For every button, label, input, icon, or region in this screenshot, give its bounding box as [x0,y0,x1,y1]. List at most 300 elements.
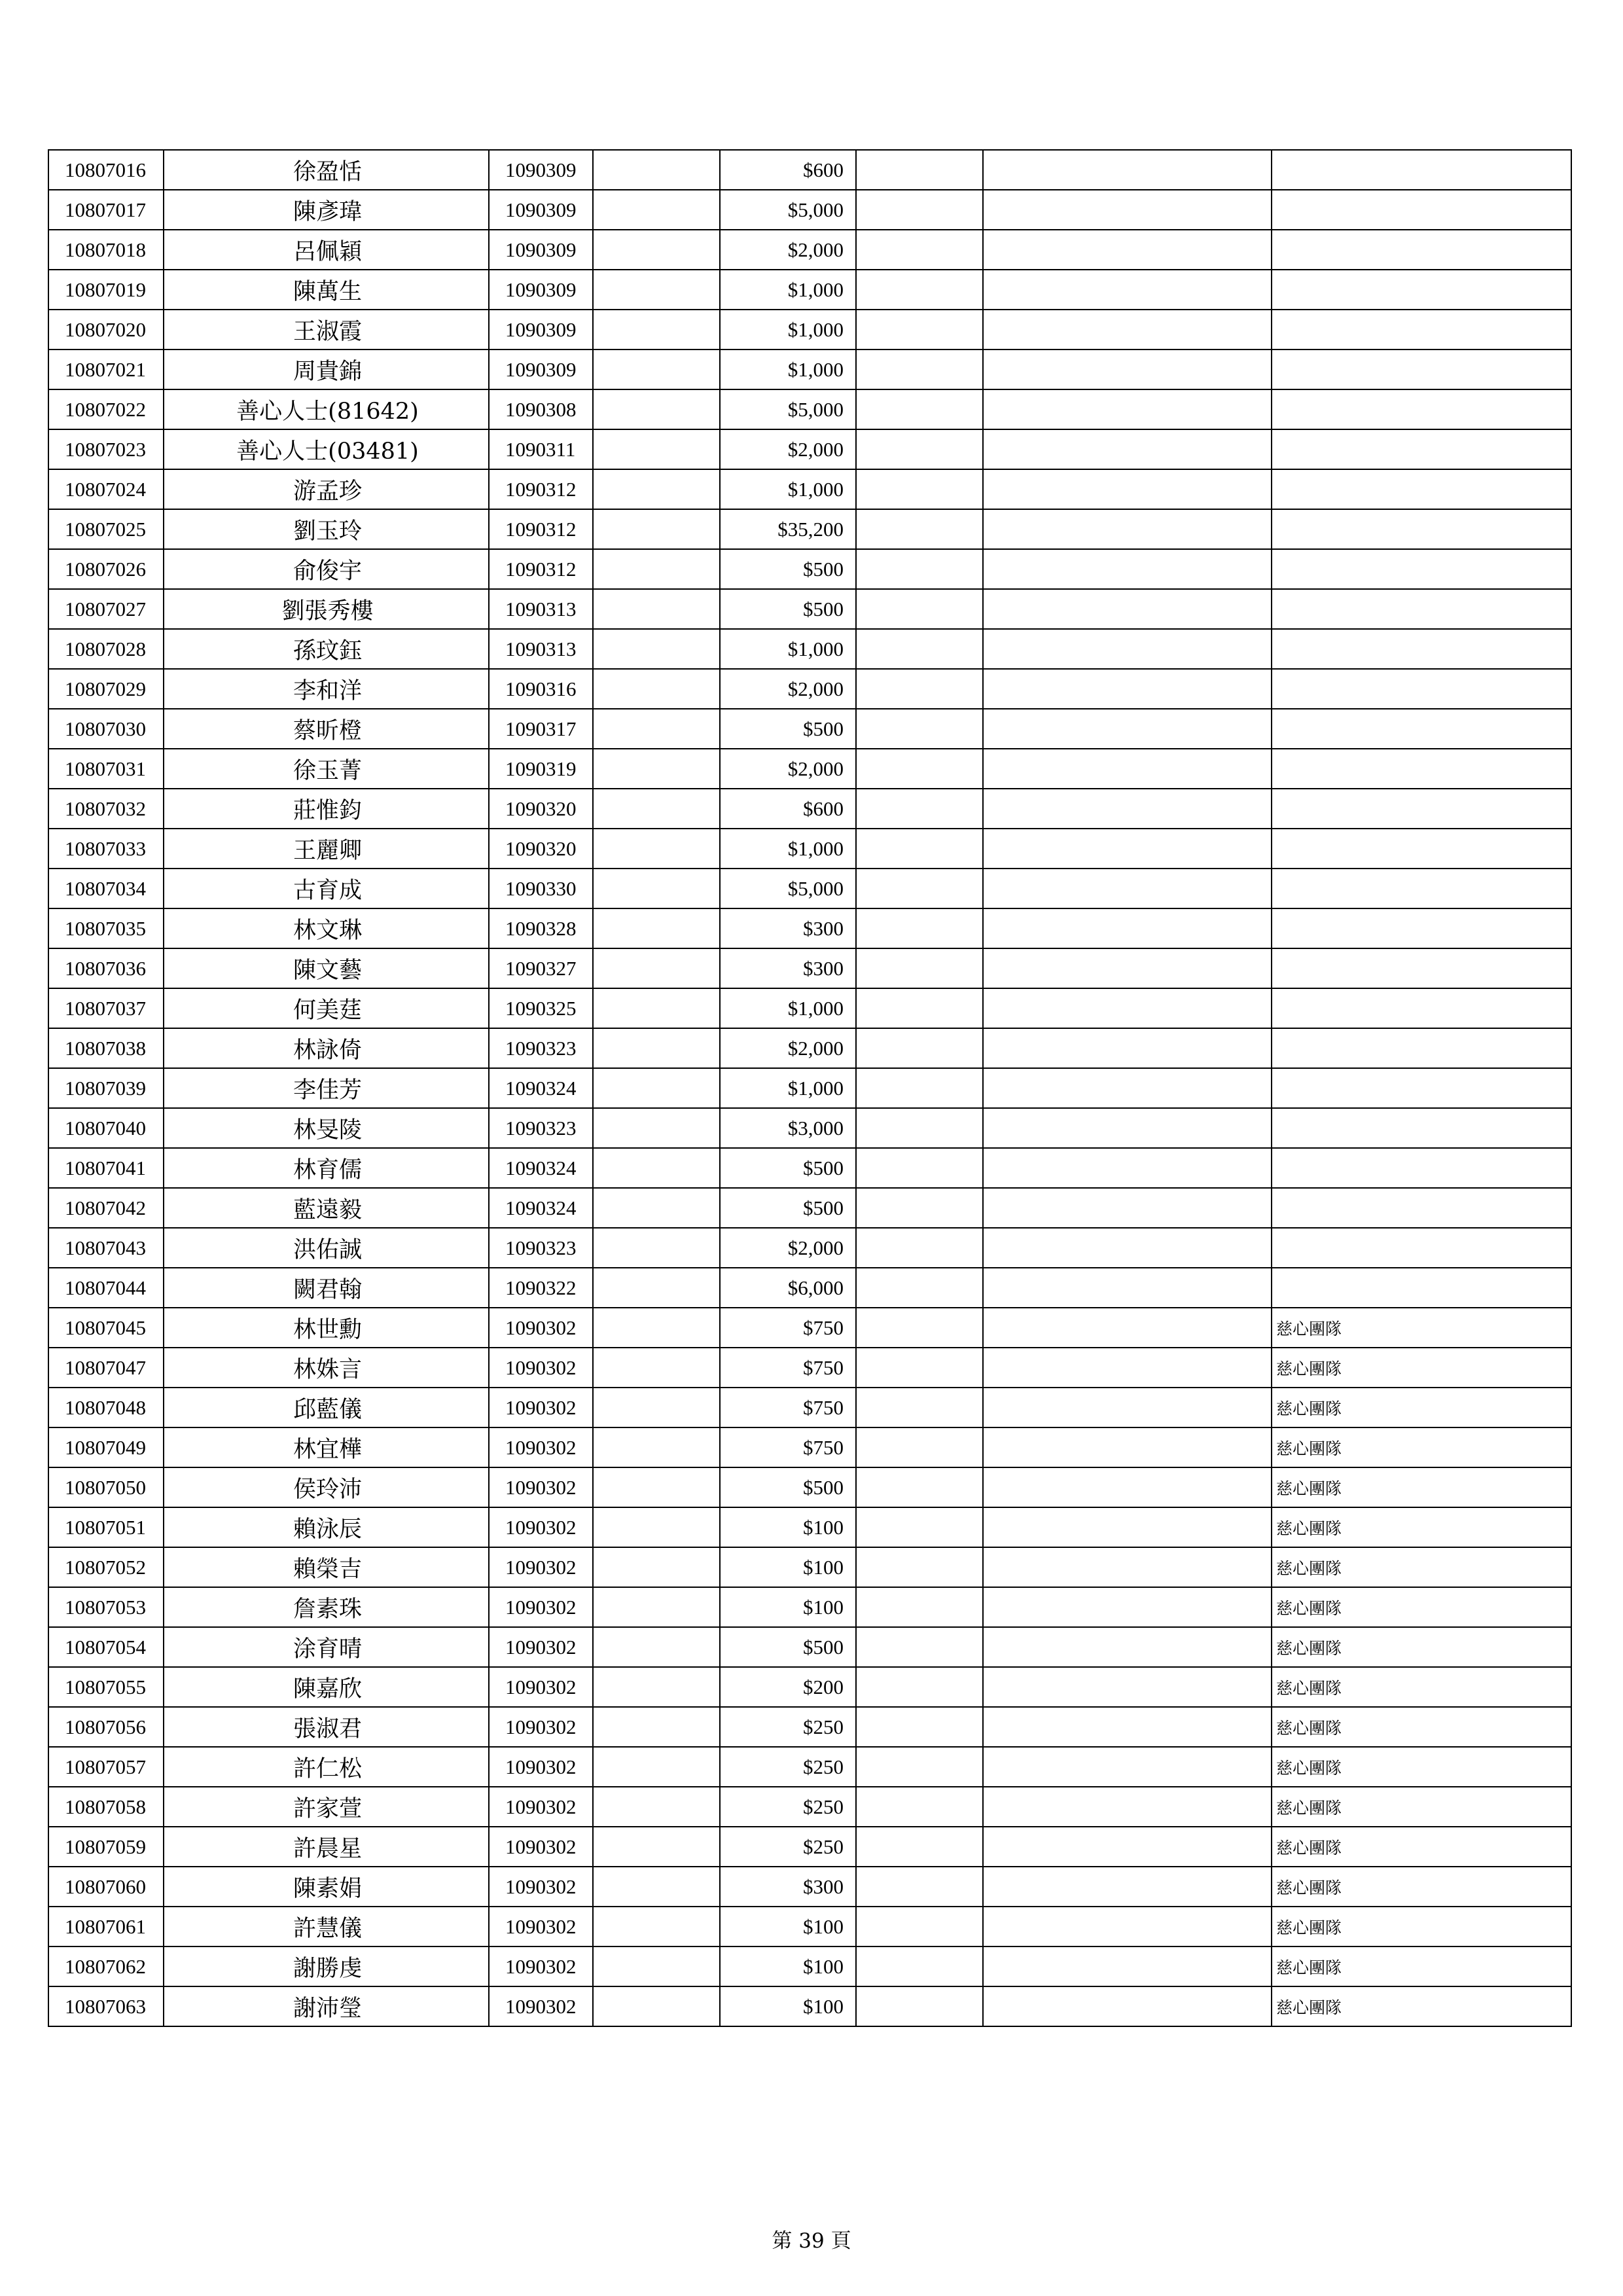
donation-date: 1090308 [489,389,593,429]
table-row [48,1228,1571,1268]
table-row [48,429,1571,469]
table-row [48,1827,1571,1867]
donation-amount: $500 [720,1467,856,1507]
receipt-number: 10807032 [48,789,164,829]
remark [1272,1268,1571,1308]
table-row [48,1867,1571,1907]
empty-cell [856,1507,983,1547]
donation-date: 1090323 [489,1028,593,1068]
donation-amount: $300 [720,908,856,948]
donor-name: 許家萱 [164,1787,489,1827]
donor-name: 蔡昕橙 [164,709,489,749]
donor-name: 林世勳 [164,1308,489,1348]
table-row [48,789,1571,829]
receipt-number: 10807029 [48,669,164,709]
empty-cell [593,709,720,749]
empty-cell [593,1507,720,1547]
empty-cell [983,1547,1272,1587]
remark: 慈心團隊 [1272,1946,1571,1986]
remark: 慈心團隊 [1272,1427,1571,1467]
donation-date: 1090302 [489,1388,593,1427]
empty-cell [983,669,1272,709]
empty-cell [593,1587,720,1627]
empty-cell [856,150,983,190]
remark [1272,1148,1571,1188]
table-row [48,1467,1571,1507]
empty-cell [593,908,720,948]
donor-name: 侯玲沛 [164,1467,489,1507]
empty-cell [856,509,983,549]
remark: 慈心團隊 [1272,1827,1571,1867]
table-row [48,190,1571,230]
donation-amount: $250 [720,1747,856,1787]
receipt-number: 10807035 [48,908,164,948]
empty-cell [593,669,720,709]
empty-cell [983,549,1272,589]
empty-cell [593,988,720,1028]
empty-cell [983,1907,1272,1946]
remark [1272,789,1571,829]
empty-cell [983,1627,1272,1667]
receipt-number: 10807034 [48,869,164,908]
receipt-number: 10807047 [48,1348,164,1388]
empty-cell [983,1667,1272,1707]
table-row [48,270,1571,310]
remark [1272,1188,1571,1228]
receipt-number: 10807048 [48,1388,164,1427]
empty-cell [593,1667,720,1707]
receipt-number: 10807021 [48,350,164,389]
receipt-number: 10807016 [48,150,164,190]
receipt-number: 10807040 [48,1108,164,1148]
donor-name: 孫玟鈺 [164,629,489,669]
donation-amount: $500 [720,549,856,589]
empty-cell [983,629,1272,669]
donation-amount: $100 [720,1946,856,1986]
empty-cell [856,1946,983,1986]
table-row [48,1188,1571,1228]
table-row [48,150,1571,190]
empty-cell [593,789,720,829]
empty-cell [593,1946,720,1986]
empty-cell [983,1388,1272,1427]
empty-cell [593,1547,720,1587]
remark [1272,310,1571,350]
empty-cell [856,1388,983,1427]
remark [1272,629,1571,669]
empty-cell [593,1388,720,1427]
donation-amount: $500 [720,589,856,629]
empty-cell [983,1707,1272,1747]
remark [1272,429,1571,469]
donor-name: 李佳芳 [164,1068,489,1108]
empty-cell [983,1028,1272,1068]
empty-cell [856,709,983,749]
empty-cell [983,1587,1272,1627]
empty-cell [593,1308,720,1348]
ledger-body [48,150,1571,2026]
donation-amount: $500 [720,1148,856,1188]
donation-amount: $5,000 [720,869,856,908]
remark: 慈心團隊 [1272,1667,1571,1707]
receipt-number: 10807041 [48,1148,164,1188]
donation-amount: $2,000 [720,669,856,709]
donor-name: 莊惟鈞 [164,789,489,829]
empty-cell [593,629,720,669]
receipt-number: 10807056 [48,1707,164,1747]
donor-name: 何美莛 [164,988,489,1028]
table-row [48,988,1571,1028]
donation-date: 1090302 [489,1627,593,1667]
table-row [48,1268,1571,1308]
empty-cell [593,1467,720,1507]
remark: 慈心團隊 [1272,1308,1571,1348]
empty-cell [983,1068,1272,1108]
empty-cell [983,1787,1272,1827]
empty-cell [593,469,720,509]
table-row [48,310,1571,350]
donation-date: 1090302 [489,1986,593,2026]
empty-cell [856,1747,983,1787]
donor-name: 闕君翰 [164,1268,489,1308]
table-row [48,1068,1571,1108]
donation-date: 1090330 [489,869,593,908]
donation-amount: $1,000 [720,829,856,869]
table-row [48,389,1571,429]
donor-name: 林詠倚 [164,1028,489,1068]
donation-amount: $2,000 [720,1028,856,1068]
donor-name: 張淑君 [164,1707,489,1747]
empty-cell [983,1228,1272,1268]
donor-name: 徐盈恬 [164,150,489,190]
table-row [48,589,1571,629]
empty-cell [856,549,983,589]
empty-cell [593,509,720,549]
donation-ledger-table [48,149,1572,2027]
empty-cell [593,1747,720,1787]
remark [1272,908,1571,948]
table-row [48,1907,1571,1946]
empty-cell [983,1268,1272,1308]
donation-date: 1090324 [489,1068,593,1108]
empty-cell [593,1427,720,1467]
donor-name: 洪佑誠 [164,1228,489,1268]
table-row [48,1547,1571,1587]
empty-cell [856,1707,983,1747]
empty-cell [983,509,1272,549]
receipt-number: 10807030 [48,709,164,749]
table-row [48,1667,1571,1707]
donation-amount: $750 [720,1308,856,1348]
donation-date: 1090322 [489,1268,593,1308]
receipt-number: 10807058 [48,1787,164,1827]
remark [1272,669,1571,709]
receipt-number: 10807019 [48,270,164,310]
donor-name: 林旻陵 [164,1108,489,1148]
remark [1272,190,1571,230]
remark: 慈心團隊 [1272,1348,1571,1388]
donation-amount: $5,000 [720,190,856,230]
donation-amount: $2,000 [720,230,856,270]
remark [1272,1068,1571,1108]
empty-cell [593,589,720,629]
remark: 慈心團隊 [1272,1907,1571,1946]
table-row [48,1148,1571,1188]
empty-cell [856,1228,983,1268]
donation-date: 1090312 [489,549,593,589]
empty-cell [593,1986,720,2026]
empty-cell [856,1667,983,1707]
receipt-number: 10807052 [48,1547,164,1587]
donor-name: 陳嘉欣 [164,1667,489,1707]
empty-cell [593,190,720,230]
table-row [48,509,1571,549]
empty-cell [593,749,720,789]
receipt-number: 10807049 [48,1427,164,1467]
table-row [48,1587,1571,1627]
remark [1272,509,1571,549]
empty-cell [983,310,1272,350]
empty-cell [983,429,1272,469]
remark [1272,869,1571,908]
empty-cell [983,1188,1272,1228]
empty-cell [593,1827,720,1867]
donor-name: 林文琳 [164,908,489,948]
empty-cell [856,948,983,988]
receipt-number: 10807018 [48,230,164,270]
donation-date: 1090302 [489,1348,593,1388]
remark [1272,709,1571,749]
table-row [48,1787,1571,1827]
empty-cell [856,1547,983,1587]
donation-date: 1090312 [489,509,593,549]
donation-date: 1090309 [489,310,593,350]
empty-cell [983,1747,1272,1787]
donation-date: 1090302 [489,1747,593,1787]
empty-cell [593,389,720,429]
donation-date: 1090328 [489,908,593,948]
empty-cell [593,1787,720,1827]
donor-name: 王麗卿 [164,829,489,869]
empty-cell [856,230,983,270]
empty-cell [983,948,1272,988]
empty-cell [856,1427,983,1467]
donor-name: 古育成 [164,869,489,908]
table-row [48,1507,1571,1547]
donation-date: 1090319 [489,749,593,789]
empty-cell [983,1827,1272,1867]
receipt-number: 10807017 [48,190,164,230]
empty-cell [593,1907,720,1946]
donation-amount: $500 [720,1188,856,1228]
empty-cell [856,1268,983,1308]
donor-name: 賴榮吉 [164,1547,489,1587]
empty-cell [593,1867,720,1907]
receipt-number: 10807025 [48,509,164,549]
empty-cell [593,1348,720,1388]
remark: 慈心團隊 [1272,1867,1571,1907]
empty-cell [856,190,983,230]
donation-amount: $5,000 [720,389,856,429]
empty-cell [856,1467,983,1507]
donation-amount: $250 [720,1787,856,1827]
empty-cell [856,1867,983,1907]
donor-name: 陳文藝 [164,948,489,988]
remark [1272,589,1571,629]
donation-date: 1090320 [489,829,593,869]
empty-cell [856,1827,983,1867]
remark [1272,389,1571,429]
donation-amount: $750 [720,1348,856,1388]
receipt-number: 10807028 [48,629,164,669]
donor-name: 陳素娟 [164,1867,489,1907]
remark [1272,1028,1571,1068]
donation-date: 1090309 [489,190,593,230]
donation-date: 1090302 [489,1867,593,1907]
remark [1272,230,1571,270]
empty-cell [593,150,720,190]
empty-cell [856,1787,983,1827]
remark [1272,988,1571,1028]
empty-cell [983,270,1272,310]
donation-amount: $500 [720,1627,856,1667]
remark [1272,948,1571,988]
remark [1272,350,1571,389]
donation-date: 1090302 [489,1547,593,1587]
donation-amount: $250 [720,1707,856,1747]
empty-cell [856,1986,983,2026]
empty-cell [593,1268,720,1308]
empty-cell [856,988,983,1028]
donation-date: 1090311 [489,429,593,469]
donation-amount: $35,200 [720,509,856,549]
donor-name: 謝勝虔 [164,1946,489,1986]
donor-name: 藍遠毅 [164,1188,489,1228]
remark: 慈心團隊 [1272,1707,1571,1747]
remark: 慈心團隊 [1272,1787,1571,1827]
remark [1272,150,1571,190]
receipt-number: 10807060 [48,1867,164,1907]
donor-name: 邱藍儀 [164,1388,489,1427]
empty-cell [983,230,1272,270]
table-row [48,230,1571,270]
receipt-number: 10807027 [48,589,164,629]
donation-amount: $100 [720,1547,856,1587]
donation-date: 1090313 [489,589,593,629]
receipt-number: 10807033 [48,829,164,869]
empty-cell [856,869,983,908]
donation-date: 1090316 [489,669,593,709]
empty-cell [983,1507,1272,1547]
empty-cell [983,1148,1272,1188]
empty-cell [983,1308,1272,1348]
table-row [48,908,1571,948]
empty-cell [856,1907,983,1946]
empty-cell [593,1188,720,1228]
donation-amount: $300 [720,1867,856,1907]
table-row [48,829,1571,869]
empty-cell [856,270,983,310]
table-row [48,1427,1571,1467]
donor-name: 劉張秀樓 [164,589,489,629]
empty-cell [983,589,1272,629]
remark: 慈心團隊 [1272,1587,1571,1627]
donor-name: 詹素珠 [164,1587,489,1627]
empty-cell [593,1068,720,1108]
donation-amount: $750 [720,1388,856,1427]
donor-name: 許晨星 [164,1827,489,1867]
empty-cell [856,350,983,389]
empty-cell [856,749,983,789]
donation-amount: $1,000 [720,310,856,350]
receipt-number: 10807042 [48,1188,164,1228]
empty-cell [593,1627,720,1667]
donor-name: 徐玉菁 [164,749,489,789]
empty-cell [856,829,983,869]
empty-cell [983,1946,1272,1986]
donor-name: 許慧儀 [164,1907,489,1946]
empty-cell [856,1627,983,1667]
receipt-number: 10807024 [48,469,164,509]
donation-date: 1090309 [489,350,593,389]
donor-name: 李和洋 [164,669,489,709]
donation-date: 1090327 [489,948,593,988]
remark: 慈心團隊 [1272,1467,1571,1507]
donation-amount: $1,000 [720,629,856,669]
donation-amount: $750 [720,1427,856,1467]
empty-cell [856,1068,983,1108]
donation-amount: $100 [720,1587,856,1627]
receipt-number: 10807022 [48,389,164,429]
empty-cell [856,469,983,509]
donation-date: 1090302 [489,1827,593,1867]
donation-amount: $500 [720,709,856,749]
empty-cell [856,789,983,829]
donor-name: 陳萬生 [164,270,489,310]
empty-cell [983,1867,1272,1907]
donation-date: 1090302 [489,1707,593,1747]
empty-cell [856,389,983,429]
donation-amount: $250 [720,1827,856,1867]
donor-name: 周貴錦 [164,350,489,389]
remark [1272,469,1571,509]
receipt-number: 10807044 [48,1268,164,1308]
empty-cell [856,429,983,469]
donation-amount: $2,000 [720,1228,856,1268]
empty-cell [593,310,720,350]
table-row [48,1348,1571,1388]
donation-amount: $600 [720,789,856,829]
empty-cell [593,829,720,869]
receipt-number: 10807055 [48,1667,164,1707]
empty-cell [983,1348,1272,1388]
empty-cell [856,1148,983,1188]
receipt-number: 10807023 [48,429,164,469]
remark: 慈心團隊 [1272,1507,1571,1547]
donation-date: 1090302 [489,1946,593,1986]
receipt-number: 10807037 [48,988,164,1028]
empty-cell [593,1228,720,1268]
donation-amount: $1,000 [720,469,856,509]
donor-name: 呂佩穎 [164,230,489,270]
table-row [48,1108,1571,1148]
empty-cell [983,350,1272,389]
table-row [48,869,1571,908]
remark: 慈心團隊 [1272,1986,1571,2026]
empty-cell [593,948,720,988]
donation-date: 1090320 [489,789,593,829]
donor-name: 游孟珍 [164,469,489,509]
